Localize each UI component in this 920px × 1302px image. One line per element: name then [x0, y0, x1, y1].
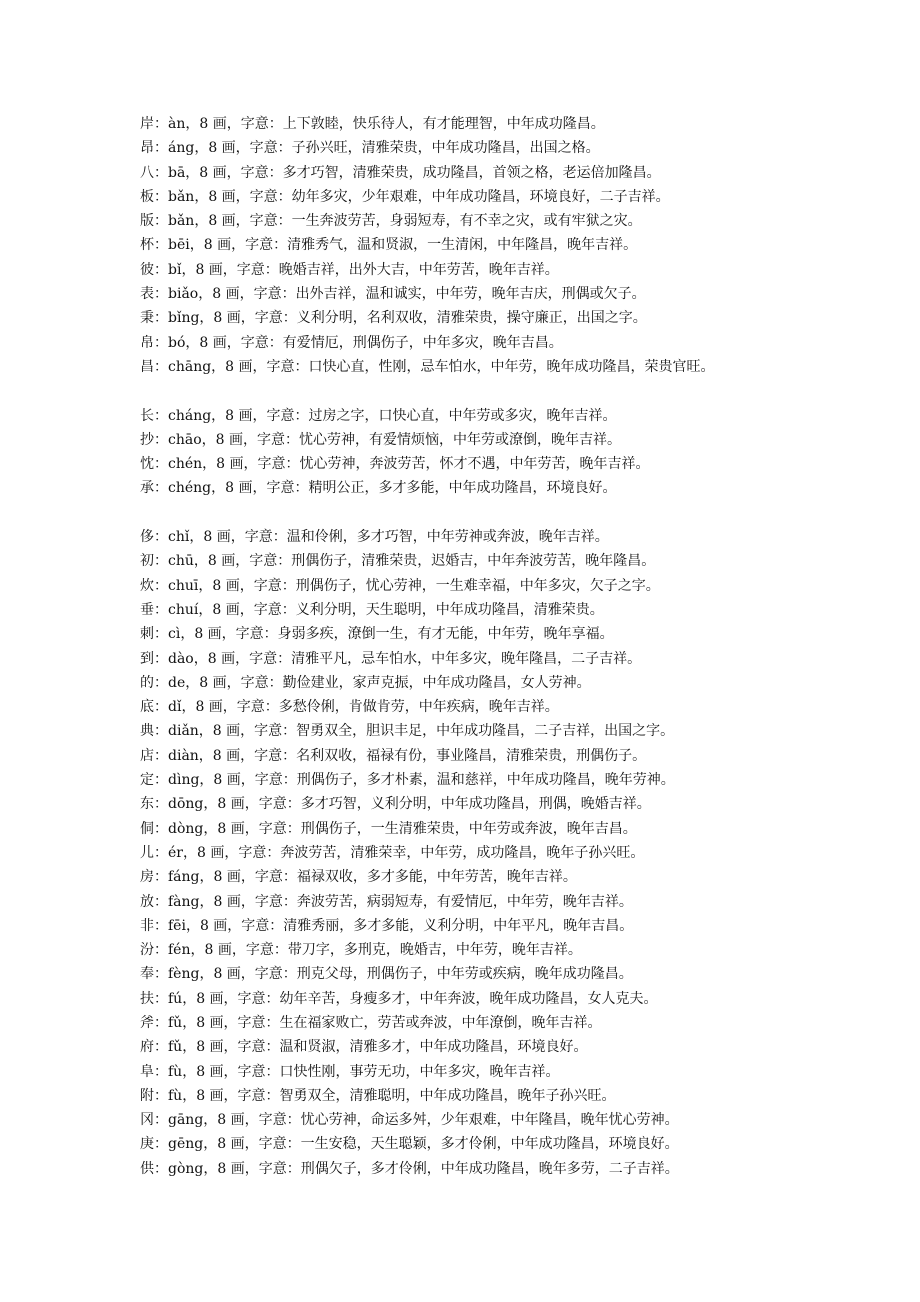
character-entry: 昂：áng，8 画，字意：子孙兴旺，清雅荣贵，中年成功隆昌，出国之格。	[140, 140, 600, 157]
character-entry: 底：dǐ，8 画，字意：多愁伶俐，肯做肯劳，中年疾病，晚年吉祥。	[140, 699, 559, 716]
character-entry: 表：biǎo，8 画，字意：出外吉祥，温和诚实，中年劳，晚年吉庆，刑偶或欠子。	[140, 286, 646, 303]
character-entry: 岸：àn，8 画，字意：上下敦睦，快乐待人，有才能理智，中年成功隆昌。	[140, 116, 605, 132]
character-entry: 定：dìng，8 画，字意：刑偶伤子，多才朴素，温和慈祥，中年成功隆昌，晚年劳神。	[140, 772, 675, 789]
character-entry: 忱：chén，8 画，字意：忧心劳神，奔波劳苦，怀才不遇，中年劳苦，晚年吉祥。	[140, 456, 650, 473]
character-entry: 庚：gēng，8 画，字意：一生安稳，天生聪颖，多才伶俐，中年成功隆昌，环境良好。	[140, 1136, 679, 1153]
character-entry: 附：fù，8 画，字意：智勇双全，清雅聪明，中年成功隆昌，晚年子孙兴旺。	[140, 1087, 616, 1104]
character-entry: 炊：chuī，8 画，字意：刑偶伤子，忧心劳神，一生难幸福，中年多灾，欠子之字。	[140, 577, 660, 594]
character-entry: 府：fǔ，8 画，字意：温和贤淑，清雅多才，中年成功隆昌，环境良好。	[140, 1039, 588, 1056]
character-entry: 非：fēi，8 画，字意：清雅秀丽，多才多能，义利分明，中年平凡，晚年吉昌。	[140, 917, 634, 934]
character-entry: 东：dōng，8 画，字意：多才巧智，义利分明，中年成功隆昌，刑偶，晚婚吉祥。	[140, 796, 651, 813]
character-entry: 初：chū，8 画，字意：刑偶伤子，清雅荣贵，迟婚吉，中年奔波劳苦，晚年隆昌。	[140, 553, 656, 570]
character-entry: 长：cháng，8 画，字意：过房之字，口快心直，中年劳或多灾，晚年吉祥。	[140, 407, 617, 424]
character-entry: 昌：chāng，8 画，字意：口快心直，性刚，忌车怕水，中年劳，晚年成功隆昌，荣贵官旺。	[140, 358, 715, 375]
character-entry: 抄：chāo，8 画，字意：忧心劳神，有爱情烦恼，中年劳或潦倒，晚年吉祥。	[140, 431, 621, 448]
character-entry: 帛：bó，8 画，字意：有爱情厄，刑偶伤子，中年多灾，晚年吉昌。	[140, 334, 563, 351]
character-entry: 版：bǎn，8 画，字意：一生奔波劳苦，身弱短寿，有不幸之灾，或有牢狱之灾。	[140, 213, 642, 230]
character-entry: 房：fáng，8 画，字意：福禄双收，多才多能，中年劳苦，晚年吉祥。	[140, 869, 577, 886]
character-entry: 刺：cì，8 画，字意：身弱多疾，潦倒一生，有才无能，中年劳，晚年享福。	[140, 626, 614, 643]
character-entry: 秉：bǐng，8 画，字意：义利分明，名利双收，清雅荣贵，操守廉正，出国之字。	[140, 310, 647, 327]
character-entry: 典：diǎn，8 画，字意：智勇双全，胆识丰足，中年成功隆昌，二子吉祥，出国之字。	[140, 723, 675, 740]
character-entry: 杯：bēi，8 画，字意：清雅秀气，温和贤淑，一生清闲，中年隆昌，晚年吉祥。	[140, 237, 638, 254]
character-entry: 阜：fù，8 画，字意：口快性刚，事劳无功，中年多灾，晚年吉祥。	[140, 1063, 560, 1080]
character-entry: 扶：fú，8 画，字意：幼年辛苦，身瘦多才，中年奔波，晚年成功隆昌，女人克夫。	[140, 990, 658, 1007]
character-entry: 侗：dòng，8 画，字意：刑偶伤子，一生清雅荣贵，中年劳或奔波，晚年吉昌。	[140, 820, 637, 837]
character-entry: 垂：chuí，8 画，字意：义利分明，天生聪明，中年成功隆昌，清雅荣贵。	[140, 601, 604, 618]
character-entry: 供：gòng，8 画，字意：刑偶欠子，多才伶俐，中年成功隆昌，晚年多劳，二子吉祥。	[140, 1160, 679, 1177]
character-entry: 放：fàng，8 画，字意：奔波劳苦，病弱短寿，有爱情厄，中年劳，晚年吉祥。	[140, 893, 633, 910]
character-entry: 的：de，8 画，字意：勤俭建业，家声克振，中年成功隆昌，女人劳神。	[140, 674, 591, 691]
character-entry: 彼：bǐ，8 画，字意：晚婚吉祥，出外大吉，中年劳苦，晚年吉祥。	[140, 261, 559, 278]
section-gap	[140, 379, 900, 403]
character-entry: 承：chéng，8 画，字意：精明公正，多才多能，中年成功隆昌，环境良好。	[140, 480, 617, 497]
character-entry: 斧：fǔ，8 画，字意：生在福家败亡，劳苦或奔波，中年潦倒，晚年吉祥。	[140, 1014, 602, 1031]
character-entry: 到：dào，8 画，字意：清雅平凡，忌车怕水，中年多灾，晚年隆昌，二子吉祥。	[140, 650, 642, 667]
character-entry: 奉：fèng，8 画，字意：刑克父母，刑偶伤子，中年劳或疾病，晚年成功隆昌。	[140, 966, 633, 983]
section-gap	[140, 501, 900, 525]
character-entry: 侈：chǐ，8 画，字意：温和伶俐，多才巧智，中年劳神或奔波，晚年吉祥。	[140, 529, 609, 546]
entry-list	[140, 112, 900, 1181]
character-entry: 冈：gāng，8 画，字意：忧心劳神，命运多舛，少年艰难，中年隆昌，晚年忧心劳神。	[140, 1112, 679, 1129]
character-entry: 板：bǎn，8 画，字意：幼年多灾，少年艰难，中年成功隆昌，环境良好，二子吉祥。	[140, 188, 670, 205]
character-entry: 八：bā，8 画，字意：多才巧智，清雅荣贵，成功隆昌，首领之格，老运倍加隆昌。	[140, 164, 661, 181]
character-entry: 儿：ér，8 画，字意：奔波劳苦，清雅荣幸，中年劳，成功隆昌，晚年子孙兴旺。	[140, 844, 645, 861]
character-entry: 店：diàn，8 画，字意：名利双收，福禄有份，事业隆昌，清雅荣贵，刑偶伤子。	[140, 747, 647, 764]
character-entry: 汾：fén，8 画，字意：带刀字，多刑克，晚婚吉，中年劳，晚年吉祥。	[140, 942, 582, 959]
